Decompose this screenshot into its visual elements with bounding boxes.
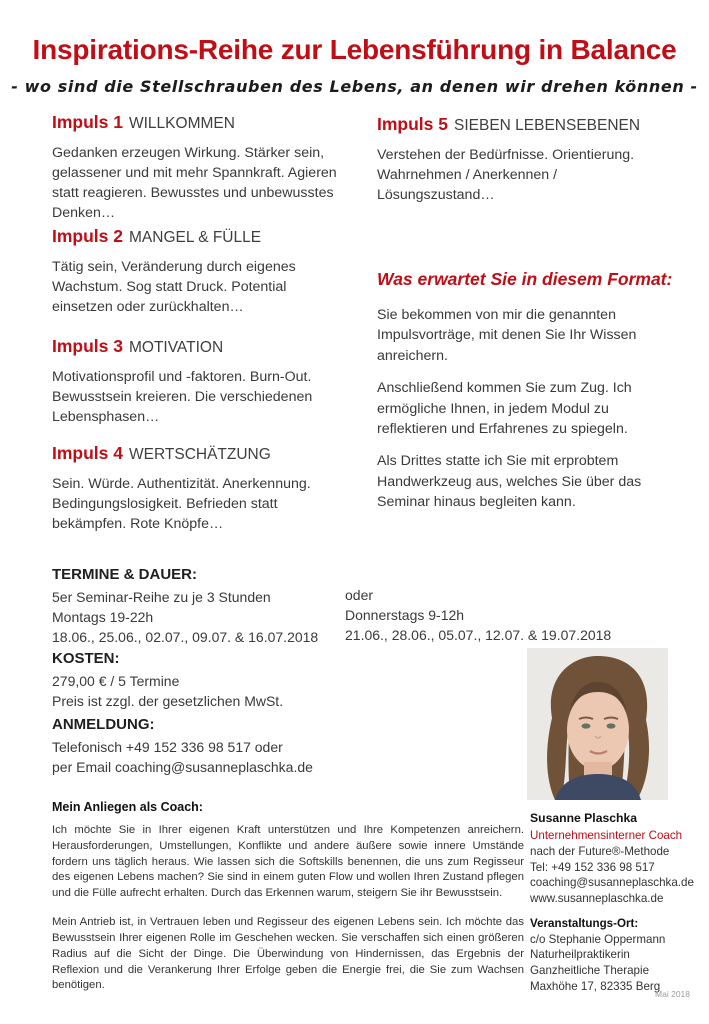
- contact-method: nach der Future®-Methode: [530, 845, 670, 859]
- contact-name: Susanne Plaschka: [530, 811, 638, 825]
- format-heading: Was erwartet Sie in diesem Format:: [377, 269, 673, 289]
- kosten-line-1: 279,00 € / 5 Termine: [52, 673, 180, 690]
- impuls-5-section: [377, 114, 672, 205]
- venue-line-3: Ganzheitliche Therapie: [530, 963, 650, 977]
- impuls-3-topic: MOTIVATION: [129, 339, 224, 356]
- impuls-4-section: [52, 443, 347, 534]
- venue-line-4: Maxhöhe 17, 82335 Berg: [530, 979, 661, 993]
- impuls-2-section: [52, 226, 347, 317]
- impuls-5-text: Verstehen der Bedürfnisse. Orientierung. Wahrnehmen / Anerkennen / Lösungszustand…: [377, 146, 635, 203]
- impuls-4-label: Impuls 4: [52, 443, 123, 463]
- impuls-2-topic: MANGEL & FÜLLE: [129, 229, 262, 246]
- impuls-2-label: Impuls 2: [52, 226, 123, 246]
- page-title: Inspirations-Reihe zur Lebensführung in Balance: [32, 34, 677, 65]
- impuls-2-text: Tätig sein, Veränderung durch eigenes Wachstum. Sog statt Druck. Potential einsetzen oder zurückhalten…: [52, 258, 296, 315]
- impuls-4-heading: [52, 443, 347, 465]
- venue-line-2: Naturheilpraktikerin: [530, 948, 630, 962]
- anmeldung-line-2: per Email coaching@susanneplaschka.de: [52, 759, 313, 776]
- impuls-5-label: Impuls 5: [377, 114, 448, 134]
- format-paragraph-1: Sie bekommen von mir die genannten Impulsvorträge, mit denen Sie Ihr Wissen anreichern.: [377, 306, 637, 364]
- termine-alt-intro: oder: [345, 587, 374, 603]
- contact-tel: Tel: +49 152 336 98 517: [530, 860, 655, 874]
- anmeldung-section: [52, 714, 362, 777]
- venue-section: [530, 916, 702, 994]
- anliegen-paragraph-2: Mein Antrieb ist, in Vertrauen leben und Regisseur des eigenen Lebens sein. Ich möchte das Bewusstsein Ihrer eigenen Rolle im Geschehen wecken. Sie verschaffen sich einen größeren Radius auf die Sicht der Dinge. Die Überwindung von Hindernissen, das Ergebnis der Reflexion und die Verankerung Ihrer Erfolge geben die Energie frei, die Sie zum Wachsen benötigen.: [52, 916, 524, 992]
- format-section: [377, 268, 677, 525]
- termine-heading: TERMINE & DAUER:: [52, 566, 197, 583]
- impuls-3-label: Impuls 3: [52, 336, 123, 356]
- page-subtitle: - wo sind die Stellschrauben des Lebens, an denen wir drehen können -: [11, 77, 698, 96]
- impuls-1-label: Impuls 1: [52, 112, 123, 132]
- anliegen-heading: Mein Anliegen als Coach:: [52, 800, 203, 814]
- impuls-1-text: Gedanken erzeugen Wirkung. Stärker sein, gelassener und mit mehr Spannkraft. Agieren statt reagieren. Bewusstes und unbewusstes Denken…: [52, 144, 337, 222]
- contact-section: [530, 810, 702, 907]
- termine-line-3: 18.06., 25.06., 02.07., 09.07. & 16.07.2018: [52, 629, 319, 646]
- impuls-1-heading: [52, 112, 347, 134]
- kosten-heading: KOSTEN:: [52, 650, 120, 667]
- termine-line-2: Montags 19-22h: [52, 609, 154, 626]
- impuls-3-heading: [52, 336, 347, 358]
- impuls-5-topic: SIEBEN LEBENSEBENEN: [454, 117, 641, 134]
- kosten-section: [52, 648, 362, 711]
- impuls-3-text: Motivationsprofil und -faktoren. Burn-Out. Bewusstsein kreieren. Die verschiedenen Lebensphasen…: [52, 368, 313, 425]
- impuls-5-heading: [377, 114, 672, 136]
- termine-section: [52, 564, 362, 647]
- format-paragraph-3: Als Drittes statte ich Sie mit erprobtem Handwerkzeug aus, welches Sie über das Seminar hinaus begleiten kann.: [377, 453, 642, 511]
- contact-email: coaching@susanneplaschka.de: [530, 876, 694, 890]
- termine-alt-line-2: 21.06., 28.06., 05.07., 12.07. & 19.07.2018: [345, 627, 612, 644]
- venue-line-1: c/o Stephanie Oppermann: [530, 932, 666, 946]
- portrait-photo: [527, 648, 668, 800]
- footer-date: Mai 2018: [655, 989, 690, 999]
- anmeldung-line-1: Telefonisch +49 152 336 98 517 oder: [52, 739, 283, 756]
- anliegen-paragraph-1: Ich möchte Sie in Ihrer eigenen Kraft unterstützen und Ihre Kompetenzen anreichern. Herausforderungen, Umstellungen, Konflikte und andere äußere sowie innere Umstände fordern uns täglich heraus. Wie lassen sich die Softskills benennen, die uns zum Regisseur des eigenen Lebens machen? Sie sind in einem guten Flow und wollen Ihren Zustand pflegen und die Fülle aufrecht erhalten. Durch das Erkennen warum, steigern Sie ihr Bewusstsein.: [52, 824, 524, 900]
- anmeldung-heading: ANMELDUNG:: [52, 716, 155, 733]
- impuls-1-topic: WILLKOMMEN: [129, 115, 235, 132]
- impuls-2-heading: [52, 226, 347, 248]
- format-paragraph-2: Anschließend kommen Sie zum Zug. Ich ermögliche Ihnen, in jedem Modul zu reflektieren und Erfahrenes zu spiegeln.: [377, 380, 632, 437]
- termine-alt-line-1: Donnerstags 9-12h: [345, 607, 465, 624]
- termine-alternative-section: [345, 585, 695, 645]
- venue-heading: Veranstaltungs-Ort:: [530, 917, 639, 930]
- header: [0, 34, 709, 96]
- kosten-line-2: Preis ist zzgl. der gesetzlichen MwSt.: [52, 693, 284, 710]
- impuls-4-text: Sein. Würde. Authentizität. Anerkennung. Bedingungslosigkeit. Befrieden statt bekämpfen. Rote Knöpfe…: [52, 475, 311, 532]
- impuls-1-section: [52, 112, 347, 223]
- contact-role: Unternehmensinterner Coach: [530, 829, 683, 843]
- impuls-3-section: [52, 336, 347, 427]
- anliegen-section: [52, 800, 524, 1007]
- contact-web: www.susanneplaschka.de: [530, 892, 664, 906]
- termine-line-1: 5er Seminar-Reihe zu je 3 Stunden: [52, 589, 271, 606]
- portrait-photo-graphic: [527, 648, 668, 800]
- impuls-4-topic: WERTSCHÄTZUNG: [129, 446, 271, 463]
